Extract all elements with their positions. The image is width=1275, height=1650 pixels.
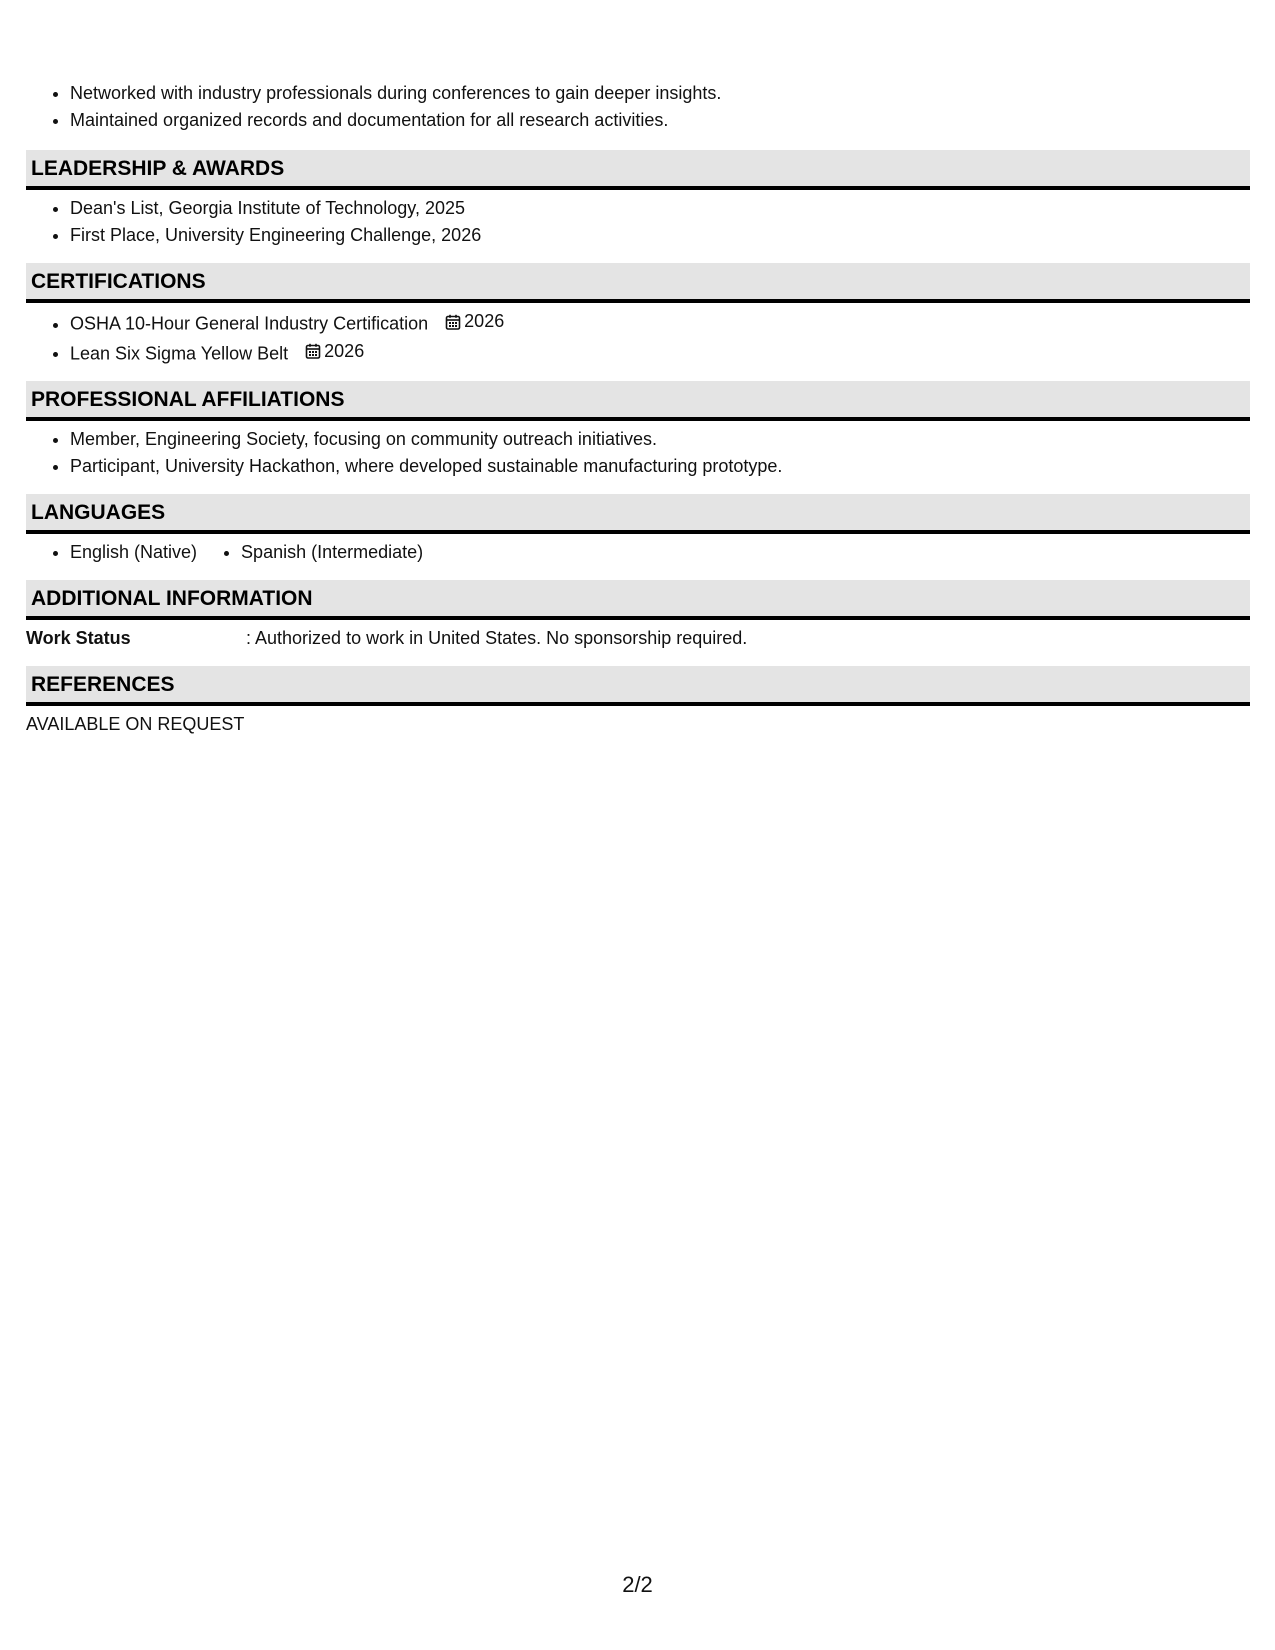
certification-year: 2026 xyxy=(464,311,505,331)
certification-date xyxy=(445,308,504,335)
languages-list xyxy=(26,539,1250,566)
list-item xyxy=(70,308,1250,338)
work-status-label: Work Status xyxy=(26,628,131,648)
references-text: AVAILABLE ON REQUEST xyxy=(26,714,245,734)
list-item: • Maintained organized records and documentation for all research activities. xyxy=(70,107,1250,134)
affiliations-section xyxy=(26,381,1250,480)
list-item: • Dean's List, Georgia Institute of Technology, 2025 xyxy=(70,195,1250,222)
list-item: • First Place, University Engineering Challenge, 2026 xyxy=(70,222,1250,249)
additional-info-section xyxy=(26,580,1250,652)
references-section xyxy=(26,666,1250,738)
certification-year: 2026 xyxy=(324,340,365,361)
calendar-icon xyxy=(305,343,321,359)
list-item: • Participant, University Hackathon, where developed sustainable manufacturing prototype. xyxy=(70,453,1250,480)
languages-section xyxy=(26,494,1250,566)
list-item xyxy=(70,338,1250,368)
certification-name: Lean Six Sigma Yellow Belt xyxy=(70,343,289,363)
section-heading: ADDITIONAL INFORMATION xyxy=(26,580,1250,620)
list-item: • Member, Engineering Society, focusing on community outreach initiatives. xyxy=(70,426,1250,453)
section-heading: CERTIFICATIONS xyxy=(26,263,1250,303)
list-item: • English (Native) xyxy=(70,539,197,566)
section-heading: LANGUAGES xyxy=(26,494,1250,534)
leadership-list xyxy=(26,195,1250,249)
calendar-icon xyxy=(445,314,461,330)
work-status-row xyxy=(26,625,1250,652)
section-heading: LEADERSHIP & AWARDS xyxy=(26,150,1250,190)
certification-name: OSHA 10-Hour General Industry Certification xyxy=(70,313,429,334)
work-status-value: : Authorized to work in United States. No sponsorship required. xyxy=(246,628,748,648)
list-item: • Spanish (Intermediate) xyxy=(241,539,423,566)
list-item: • Networked with industry professionals during conferences to gain deeper insights. xyxy=(70,80,1250,107)
affiliations-list xyxy=(26,426,1250,480)
leadership-section xyxy=(26,150,1250,249)
resume-page xyxy=(26,80,1250,752)
experience-continued-list xyxy=(26,80,1250,134)
certifications-list xyxy=(26,308,1250,367)
certifications-section xyxy=(26,263,1250,367)
page-number: 2/2 xyxy=(622,1572,653,1597)
section-heading: REFERENCES xyxy=(26,666,1250,706)
section-heading: PROFESSIONAL AFFILIATIONS xyxy=(26,381,1250,421)
certification-date xyxy=(305,338,364,365)
